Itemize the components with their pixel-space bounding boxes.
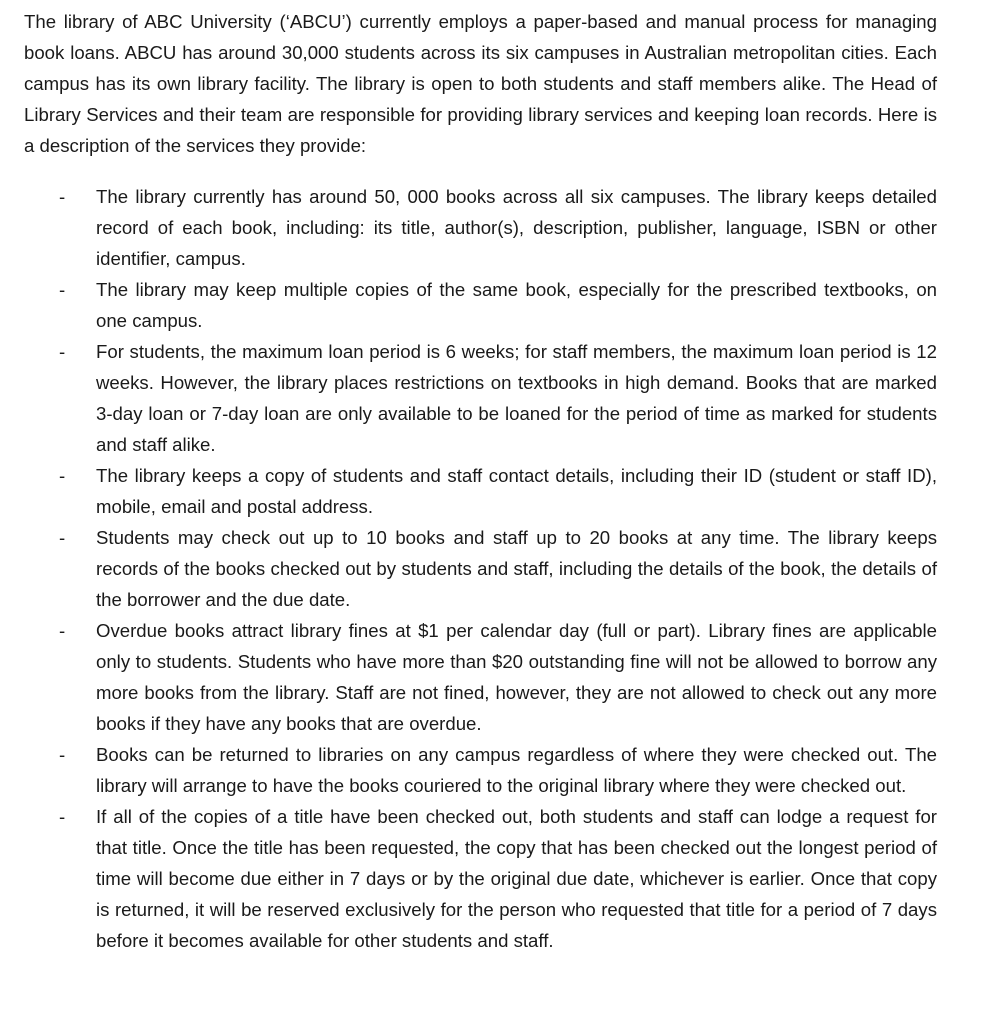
bullet-dash: - xyxy=(59,806,66,827)
list-item-text: For students, the maximum loan period is 6 weeks; for staff members, the maximum loan period is 12 weeks. However, the library places restrictions on textbooks in high demand. Books that are marked 3-day loan or 7-day loan are only available to be loaned for the period of time as marked for students and staff alike. xyxy=(96,341,937,455)
bullet-dash: - xyxy=(59,527,66,548)
bullet-dash: - xyxy=(59,465,66,486)
services-list xyxy=(24,181,937,956)
list-item-text: Overdue books attract library fines at $1 per calendar day (full or part). Library fines are applicable only to students. Students who have more than $20 outstanding fine will not be allowed to borrow any more books from the library. Staff are not fined, however, they are not allowed to check out any more books if they have any books that are overdue. xyxy=(96,620,937,734)
list-item xyxy=(24,615,937,739)
list-item-text: The library keeps a copy of students and staff contact details, including their ID (student or staff ID), mobile, email and postal address. xyxy=(96,465,937,517)
list-item-text: The library currently has around 50, 000 books across all six campuses. The library keeps detailed record of each book, including: its title, author(s), description, publisher, language, ISBN or other identifier, campus. xyxy=(96,186,937,269)
bullet-dash: - xyxy=(59,744,66,765)
list-item xyxy=(24,336,937,460)
list-item xyxy=(24,274,937,336)
list-item-text: Students may check out up to 10 books and staff up to 20 books at any time. The library keeps records of the books checked out by students and staff, including the details of the book, the details of the borrower and the due date. xyxy=(96,527,937,610)
list-item xyxy=(24,460,937,522)
bullet-dash: - xyxy=(59,279,66,300)
list-item xyxy=(24,801,937,956)
list-item xyxy=(24,522,937,615)
list-item xyxy=(24,739,937,801)
intro-paragraph: The library of ABC University (‘ABCU’) currently employs a paper-based and manual process for managing book loans. ABCU has around 30,000 students across its six campuses in Australian metropolitan cities. Each campus has its own library facility. The library is open to both students and staff members alike. The Head of Library Services and their team are responsible for providing library services and keeping loan records. Here is a description of the services they provide: xyxy=(24,11,937,156)
list-item-text: If all of the copies of a title have been checked out, both students and staff can lodge a request for that title. Once the title has been requested, the copy that has been checked out the longest period of time will become due either in 7 days or by the original due date, whichever is earlier. Once that copy is returned, it will be reserved exclusively for the person who requested that title for a period of 7 days before it becomes available for other students and staff. xyxy=(96,806,937,951)
bullet-dash: - xyxy=(59,620,66,641)
list-item-text: The library may keep multiple copies of the same book, especially for the prescribed textbooks, on one campus. xyxy=(96,279,937,331)
list-item xyxy=(24,181,937,274)
bullet-dash: - xyxy=(59,186,66,207)
bullet-dash: - xyxy=(59,341,66,362)
list-item-text: Books can be returned to libraries on any campus regardless of where they were checked out. The library will arrange to have the books couriered to the original library where they were checked out. xyxy=(96,744,937,796)
